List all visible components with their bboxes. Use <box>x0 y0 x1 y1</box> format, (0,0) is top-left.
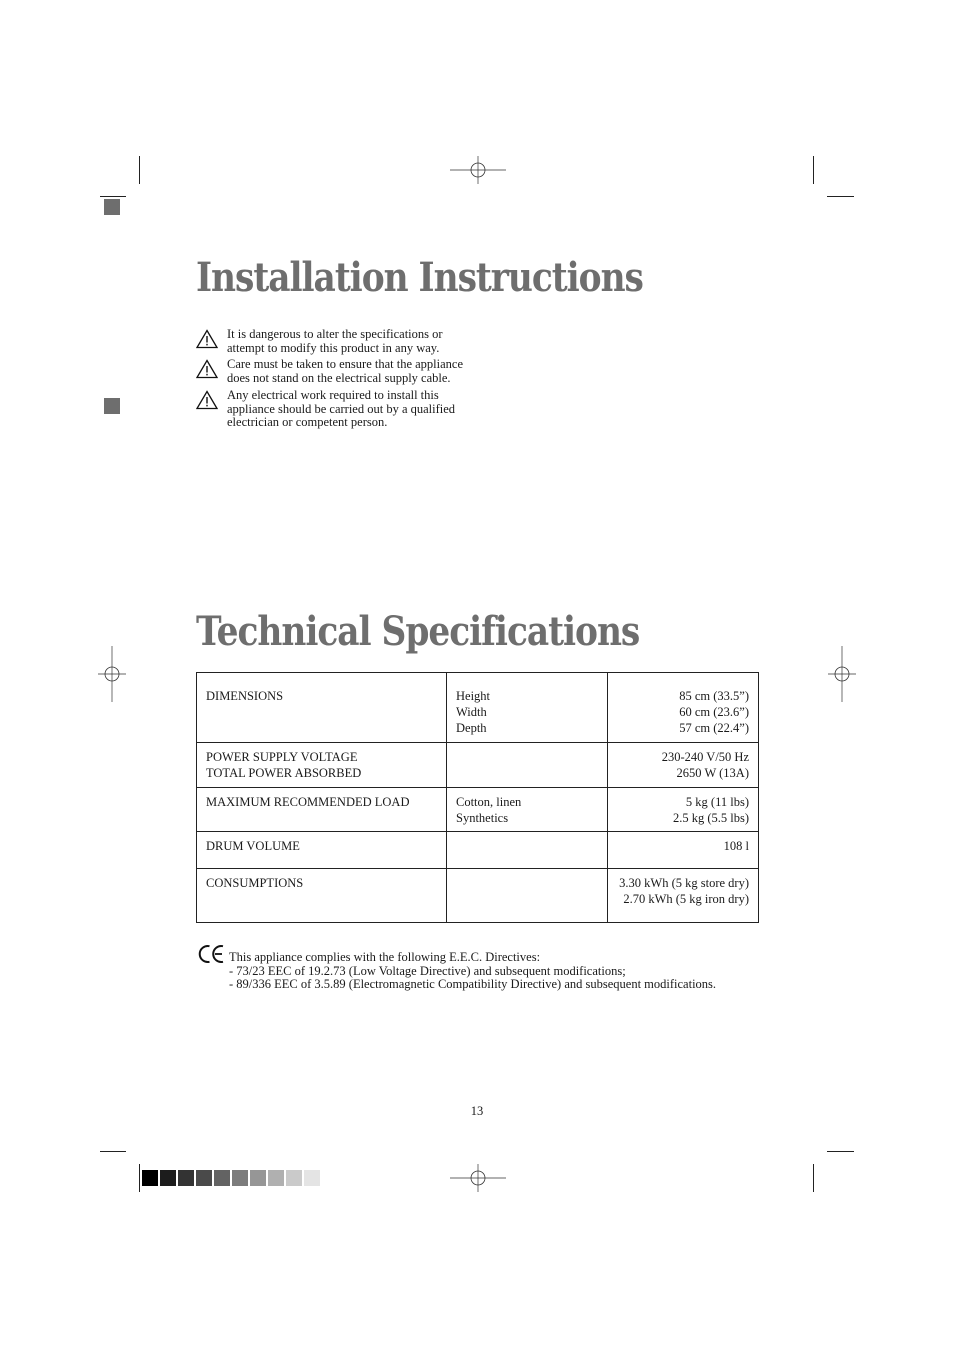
registration-mark-icon <box>98 646 126 702</box>
crop-mark <box>827 196 854 197</box>
spec-label: DRUM VOLUME <box>197 832 447 869</box>
calibration-swatch <box>304 1170 320 1186</box>
compliance-text: This appliance complies with the following E.E.C. Directives: - 73/23 EEC of 19.2.73 (Low Voltage Directive) and subsequent modifications; - 89/336 EEC of 3.5.89 (Electromagnetic Compatibility Directive) and subsequent modifications. <box>229 950 717 991</box>
spec-label: POWER SUPPLY VOLTAGE TOTAL POWER ABSORBED <box>197 743 447 788</box>
warning-triangle-icon <box>196 359 218 379</box>
spec-subitems <box>447 869 608 923</box>
warning-item <box>196 328 486 355</box>
warning-item <box>196 389 486 430</box>
warning-text: Any electrical work required to install this appliance should be carried out by a qualified electrician or competent person. <box>227 388 456 429</box>
gray-marker <box>104 398 120 414</box>
registration-mark-icon <box>450 156 506 184</box>
table-row <box>197 832 759 869</box>
spec-values: 108 l <box>608 832 759 869</box>
spec-values: 230-240 V/50 Hz 2650 W (13A) <box>608 743 759 788</box>
crop-mark <box>139 156 140 184</box>
spec-label: MAXIMUM RECOMMENDED LOAD <box>197 788 447 832</box>
calibration-bars <box>142 1170 322 1186</box>
spec-values: 3.30 kWh (5 kg store dry) 2.70 kWh (5 kg iron dry) <box>608 869 759 923</box>
spec-label: DIMENSIONS <box>197 673 447 743</box>
registration-mark-icon <box>450 1164 506 1192</box>
spec-table <box>196 672 759 923</box>
spec-subitems: Cotton, linen Synthetics <box>447 788 608 832</box>
technical-title: Technical Specifications <box>196 608 640 655</box>
warning-triangle-icon <box>196 329 218 349</box>
spec-values: 5 kg (11 lbs) 2.5 kg (5.5 lbs) <box>608 788 759 832</box>
crop-mark <box>827 1151 854 1152</box>
warning-item <box>196 358 486 385</box>
calibration-swatch <box>178 1170 194 1186</box>
spec-subitems: Height Width Depth <box>447 673 608 743</box>
calibration-swatch <box>286 1170 302 1186</box>
calibration-swatch <box>232 1170 248 1186</box>
calibration-swatch <box>160 1170 176 1186</box>
gray-marker <box>104 199 120 215</box>
table-row <box>197 743 759 788</box>
crop-mark <box>813 156 814 184</box>
table-row <box>197 788 759 832</box>
calibration-swatch <box>142 1170 158 1186</box>
spec-label: CONSUMPTIONS <box>197 869 447 923</box>
table-row <box>197 869 759 923</box>
calibration-swatch <box>268 1170 284 1186</box>
warning-triangle-icon <box>196 390 218 410</box>
warning-text: It is dangerous to alter the specifications or attempt to modify this product in any way. <box>227 327 443 355</box>
crop-mark <box>100 1151 126 1152</box>
spec-subitems <box>447 743 608 788</box>
installation-title: Installation Instructions <box>196 254 643 301</box>
warning-text: Care must be taken to ensure that the appliance does not stand on the electrical supply cable. <box>227 357 464 385</box>
spec-values: 85 cm (33.5”) 60 cm (23.6”) 57 cm (22.4”) <box>608 673 759 743</box>
calibration-swatch <box>196 1170 212 1186</box>
spec-subitems <box>447 832 608 869</box>
page-number: 13 <box>470 1104 484 1118</box>
table-row <box>197 673 759 743</box>
ce-mark-icon <box>198 944 226 964</box>
registration-mark-icon <box>828 646 856 702</box>
crop-mark <box>100 196 126 197</box>
calibration-swatch <box>250 1170 266 1186</box>
crop-mark <box>139 1164 140 1192</box>
crop-mark <box>813 1164 814 1192</box>
calibration-swatch <box>214 1170 230 1186</box>
